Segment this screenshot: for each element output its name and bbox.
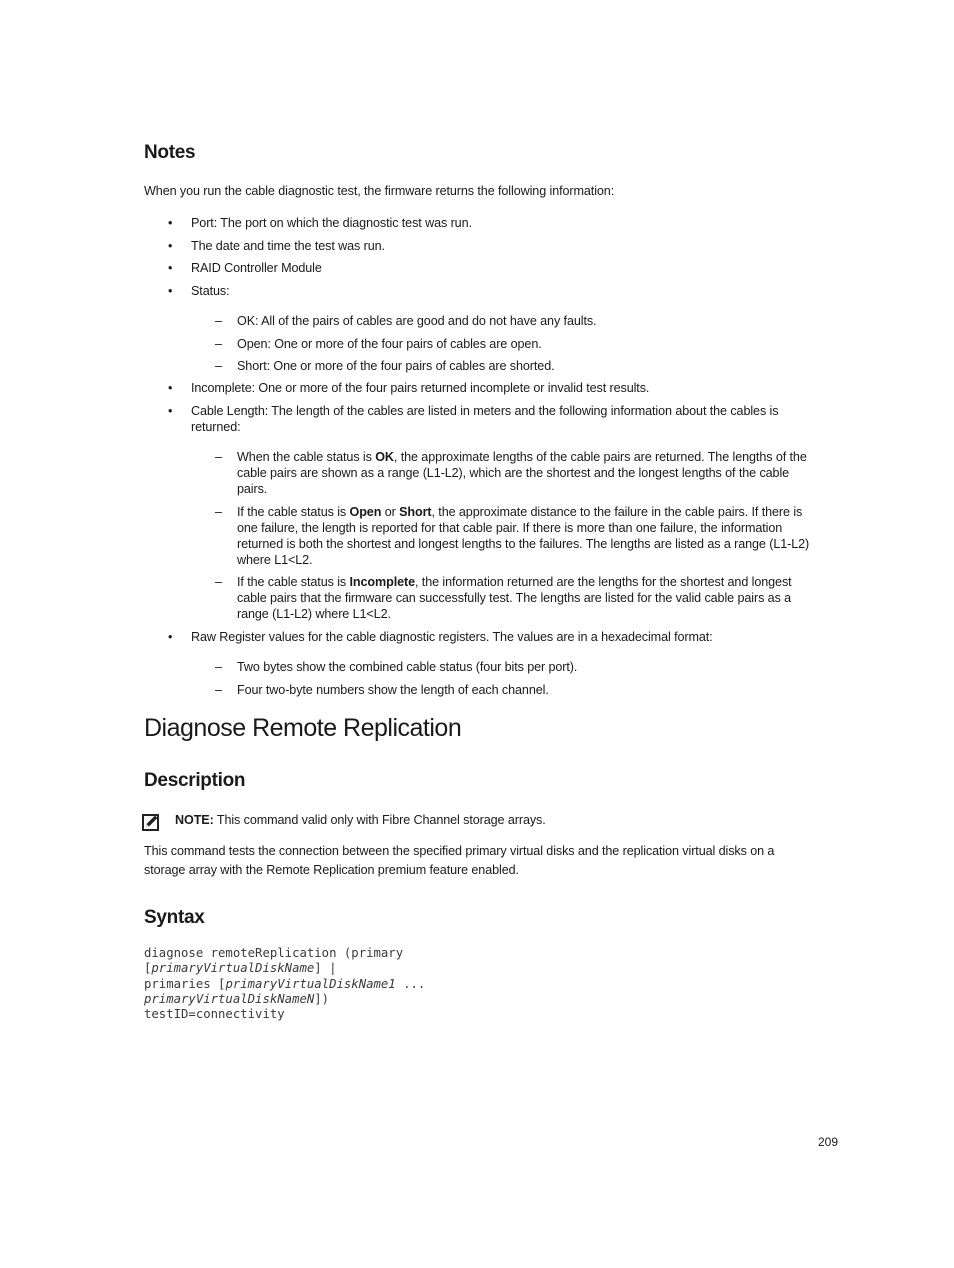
list-item-continuation: cable pairs are shown as a range (L1-L2), which are the shortest and the longest lengths of the cable	[237, 466, 790, 480]
description-heading: Description	[144, 770, 246, 791]
code-line: testID=connectivity	[144, 1007, 285, 1022]
dash-glyph: –	[215, 683, 223, 697]
list-item: The date and time the test was run.	[191, 239, 385, 253]
list-item-continuation: returned:	[191, 420, 241, 434]
bullet-glyph: •	[168, 239, 173, 253]
list-item-continuation: where L1<L2.	[237, 553, 313, 567]
page-number: 209	[818, 1135, 839, 1149]
note-label: NOTE:	[175, 813, 214, 827]
dash-glyph: –	[215, 359, 223, 373]
bullet-glyph: •	[168, 261, 173, 275]
section-title: Diagnose Remote Replication	[144, 714, 462, 742]
bullet-glyph: •	[168, 284, 173, 298]
bullet-glyph: •	[168, 630, 173, 644]
bullet-glyph: •	[168, 381, 173, 395]
bullet-glyph: •	[168, 216, 173, 230]
dash-glyph: –	[215, 337, 223, 351]
list-item: RAID Controller Module	[191, 261, 322, 275]
list-item: OK: All of the pairs of cables are good and do not have any faults.	[237, 314, 597, 328]
code-line: diagnose remoteReplication (primary	[144, 946, 404, 960]
list-item: If the cable status is Open or Short, the approximate distance to the failure in the cable pairs. If there is	[237, 505, 803, 519]
syntax-code-block	[144, 946, 425, 1022]
dash-glyph: –	[215, 314, 223, 328]
list-item-continuation: returned is both the shortest and longest lengths to the failures. The lengths are listed as a range (L1-L2)	[237, 537, 810, 551]
list-item-continuation: one failure, the length is reported for that cable pair. If there is more than one failure, the information	[237, 521, 783, 535]
syntax-heading: Syntax	[144, 907, 205, 928]
pencil-note-icon	[141, 811, 161, 833]
dash-glyph: –	[215, 505, 223, 519]
note-text: NOTE: This command valid only with Fibre Channel storage arrays.	[175, 813, 546, 827]
list-item-continuation: range (L1-L2) where L1<L2.	[237, 607, 391, 621]
list-item: Cable Length: The length of the cables are listed in meters and the following information about the cables is	[191, 404, 779, 418]
list-item: When the cable status is OK, the approximate lengths of the cable pairs are returned. The lengths of the	[237, 450, 807, 464]
list-item: Status:	[191, 284, 230, 298]
dash-glyph: –	[215, 450, 223, 464]
list-item: Raw Register values for the cable diagnostic registers. The values are in a hexadecimal format:	[191, 630, 713, 644]
description-text-continuation: storage array with the Remote Replication premium feature enabled.	[144, 863, 519, 877]
list-item: Port: The port on which the diagnostic test was run.	[191, 216, 472, 230]
list-item: Four two-byte numbers show the length of each channel.	[237, 683, 549, 697]
description-text: This command tests the connection between the specified primary virtual disks and the replication virtual disks on a	[144, 844, 775, 858]
list-item: If the cable status is Incomplete, the information returned are the lengths for the shortest and longest	[237, 575, 792, 589]
notes-heading: Notes	[144, 142, 196, 163]
list-item: Two bytes show the combined cable status (four bits per port).	[237, 660, 578, 674]
bullet-glyph: •	[168, 404, 173, 418]
code-line: [primaryVirtualDiskName] |	[144, 961, 337, 976]
notes-intro: When you run the cable diagnostic test, the firmware returns the following information:	[144, 184, 615, 198]
list-item-continuation: cable pairs that the firmware can successfully test. The lengths are listed for the valid cable pairs as a	[237, 591, 792, 605]
dash-glyph: –	[215, 575, 223, 589]
dash-glyph: –	[215, 660, 223, 674]
code-line: primaries [primaryVirtualDiskName1 ...	[144, 976, 426, 991]
list-item: Incomplete: One or more of the four pairs returned incomplete or invalid test results.	[191, 381, 650, 395]
list-item-continuation: pairs.	[237, 482, 268, 496]
list-item: Open: One or more of the four pairs of cables are open.	[237, 337, 542, 351]
list-item: Short: One or more of the four pairs of cables are shorted.	[237, 359, 555, 373]
code-line: primaryVirtualDiskNameN])	[144, 991, 330, 1006]
